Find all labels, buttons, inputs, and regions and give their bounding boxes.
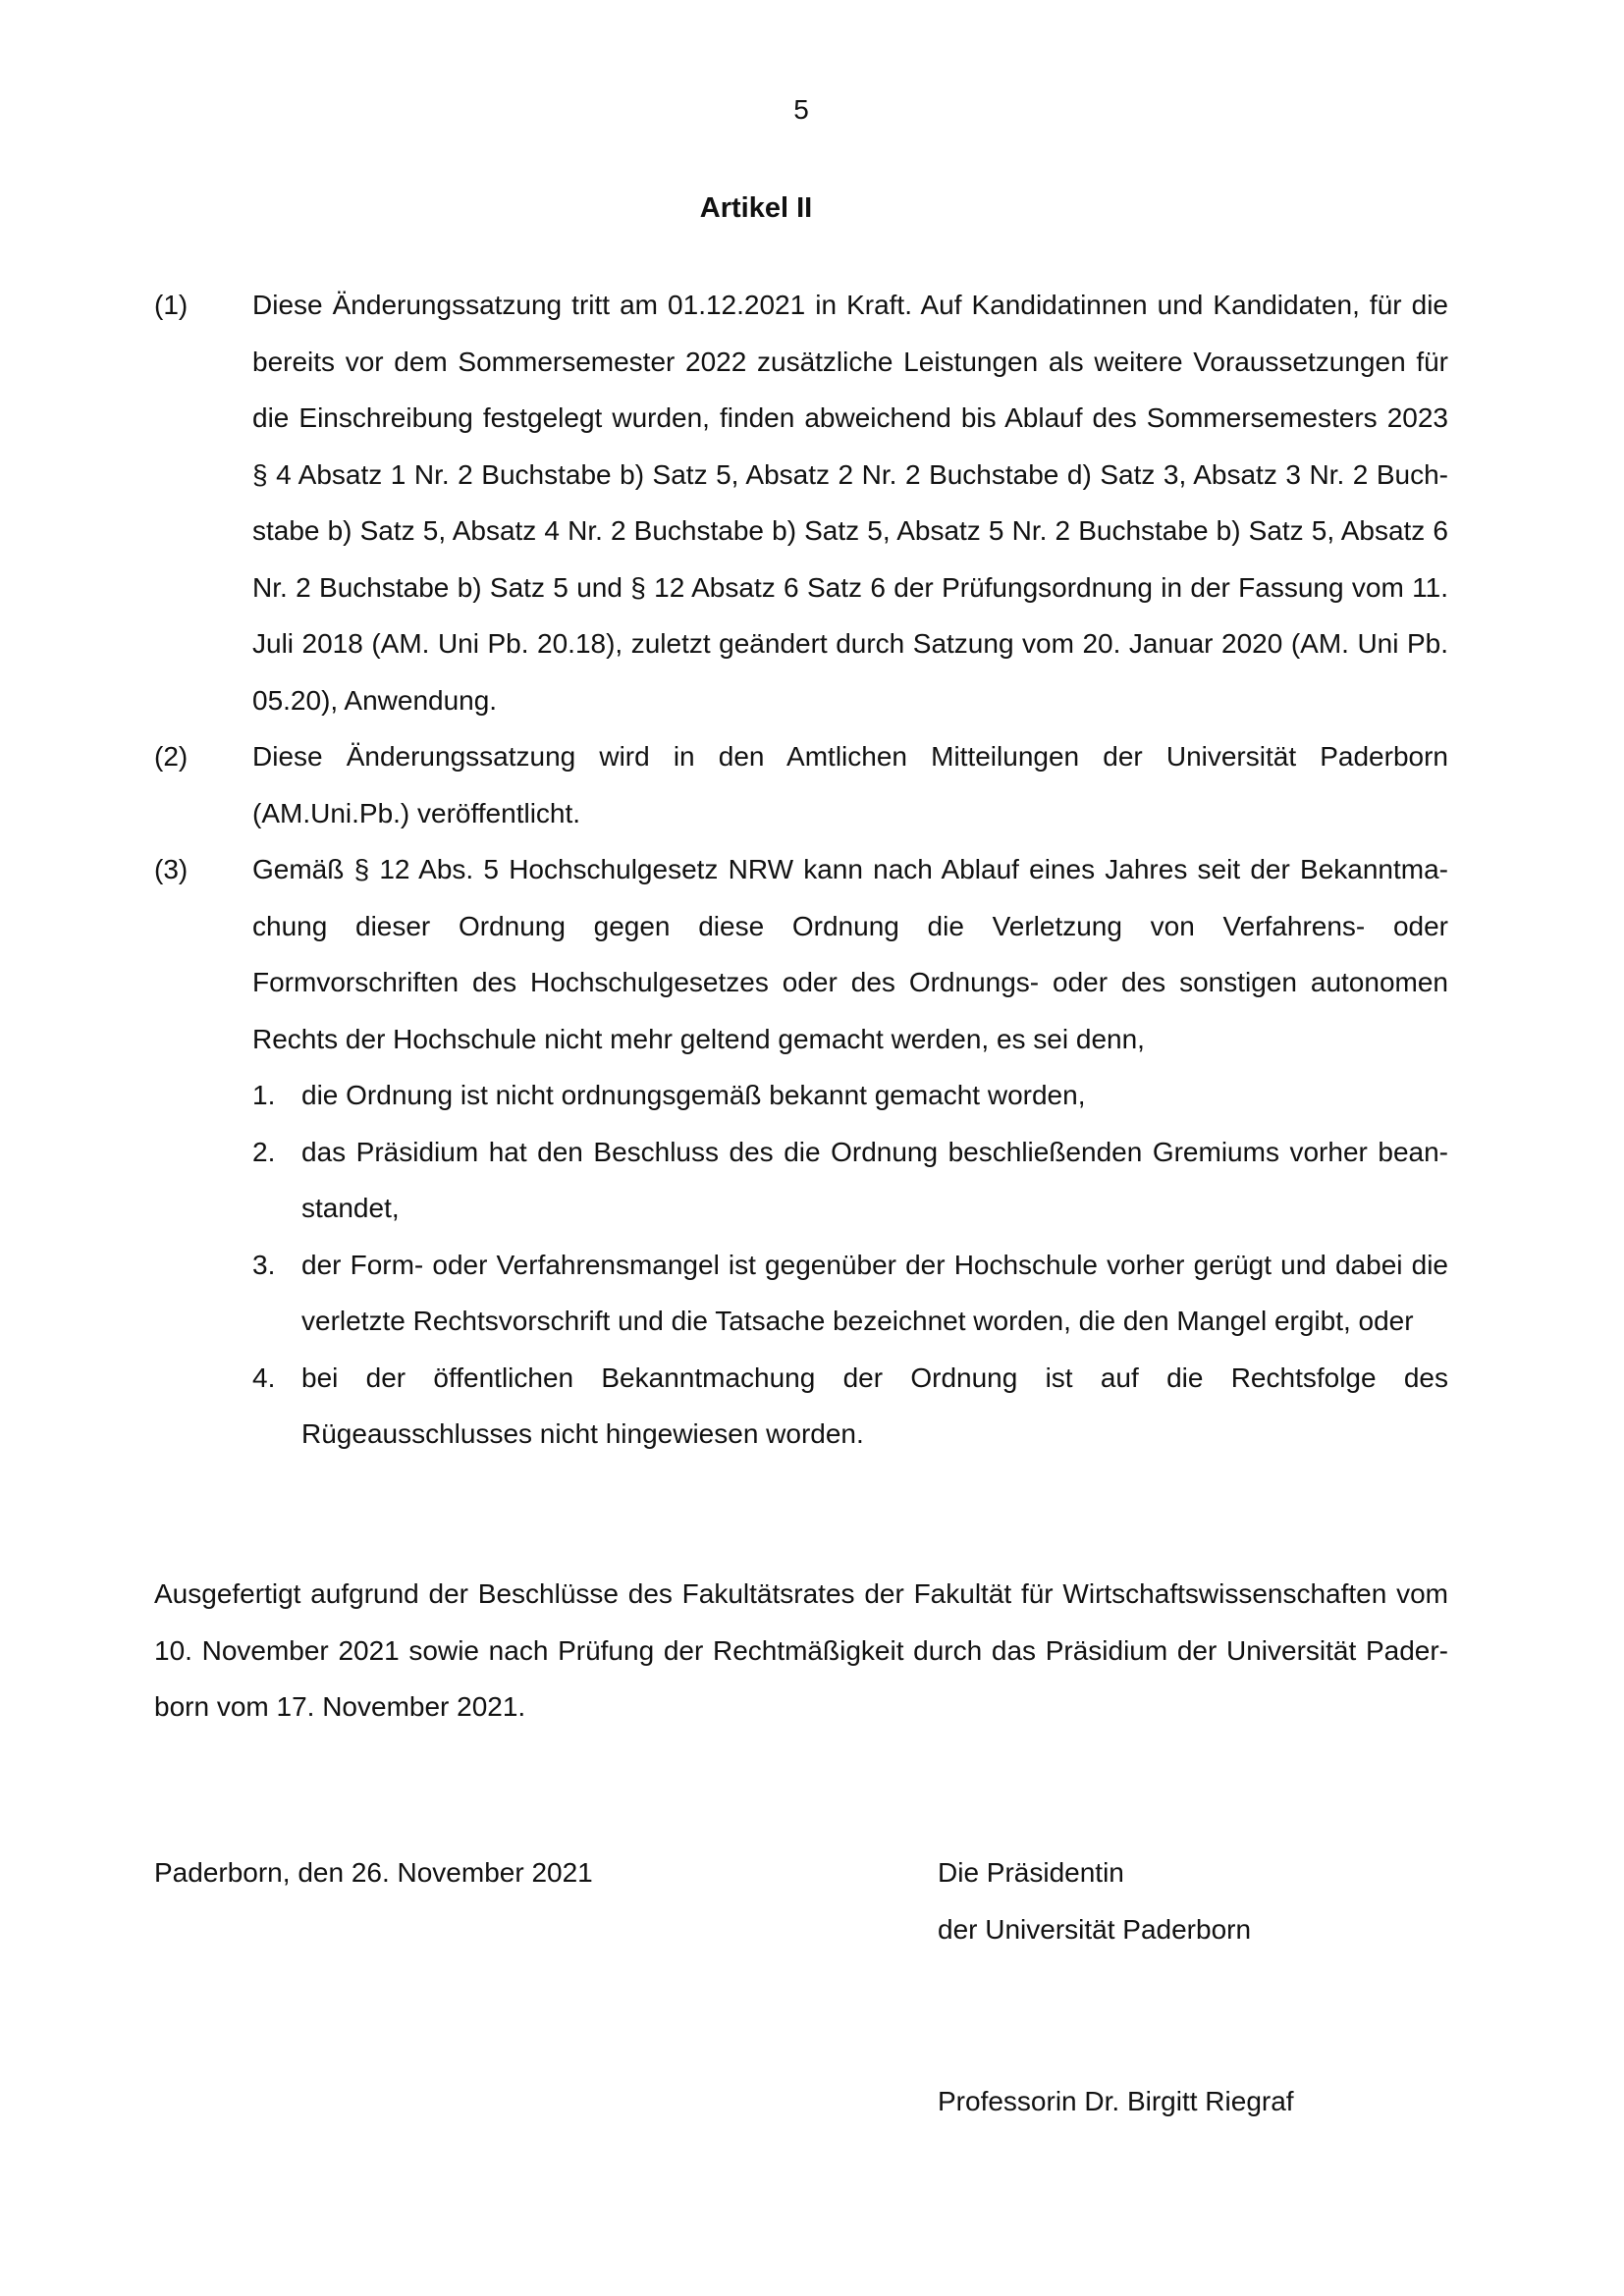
list-item-number: 3.: [252, 1249, 276, 1280]
closing-statement: Ausgefertigt aufgrund der Beschlüsse des Fakultätsrates der Fakultät für Wirtschaftswissenschaften vom 10. November 2021 sowie nach Prüfung der Rechtmäßigkeit durch das Präsidium der Universität Paderborn vom 17. November 2021.: [154, 1578, 1448, 1722]
signatory-block: [938, 1844, 1251, 1957]
list-item-text: der Form- oder Verfahrensmangel ist gegenüber der Hochschule vorher gerügt und dabei die verletzte Rechtsvorschrift und die Tatsache bezeichnet worden, die den Mangel ergibt, oder: [301, 1249, 1448, 1336]
list-item: [252, 1067, 1448, 1124]
article-heading: Artikel II: [699, 192, 813, 224]
signatory-name: Professorin Dr. Birgitt Riegraf: [938, 2086, 1294, 2116]
list-item-text: die Ordnung ist nicht ordnungsgemäß bekannt gemacht worden,: [301, 1080, 1086, 1110]
signatory-institution: der Universität Paderborn: [938, 1913, 1252, 1945]
exception-list: [252, 1067, 1448, 1463]
paragraph-2: [154, 728, 1448, 841]
paragraph-1: [154, 277, 1448, 728]
paragraph-text: Gemäß § 12 Abs. 5 Hochschulgesetz NRW kann nach Ablauf eines Jahres seit der Bekanntmachung dieser Ordnung gegen diese Ordnung die Verletzung von Verfahrens- oder Formvorschriften des Hochschulgesetzes oder des Ordnungs- oder des sonstigen autonomen Rechts der Hochschule nicht mehr geltend gemacht werden, es sei denn,: [252, 854, 1448, 1054]
list-item: [252, 1124, 1448, 1237]
list-item-text: bei der öffentlichen Bekanntmachung der Ordnung ist auf die Rechtsfolge des Rügeausschlusses nicht hingewiesen worden.: [301, 1362, 1448, 1449]
paragraph-number: (2): [154, 741, 189, 772]
paragraph-3: [154, 841, 1448, 1463]
page-number: 5: [793, 94, 809, 125]
paragraph-text: Diese Änderungssatzung tritt am 01.12.2021 in Kraft. Auf Kandidatinnen und Kandidaten, für die bereits vor dem Sommersemester 2022 zusätzliche Leistungen als weitere Voraussetzungen für die Einschreibung festgelegt wurden, finden abweichend bis Ablauf des Sommersemesters 2023 § 4 Absatz 1 Nr. 2 Buchstabe b) Satz 5, Absatz 2 Nr. 2 Buchstabe d) Satz 3, Absatz 3 Nr. 2 Buchstabe b) Satz 5, Absatz 4 Nr. 2 Buchstabe b) Satz 5, Absatz 5 Nr. 2 Buchstabe b) Satz 5, Absatz 6 Nr. 2 Buchstabe b) Satz 5 und § 12 Absatz 6 Satz 6 der Prüfungsordnung in der Fassung vom 11. Juli 2018 (AM. Uni Pb. 20.18), zuletzt geändert durch Satzung vom 20. Januar 2020 (AM. Uni Pb. 05.20), Anwendung.: [252, 290, 1448, 716]
list-item: [252, 1237, 1448, 1350]
signatory-title: Die Präsidentin: [938, 1857, 1124, 1888]
list-item: [252, 1350, 1448, 1463]
list-item-number: 4.: [252, 1362, 276, 1393]
list-item-number: 1.: [252, 1080, 276, 1110]
paragraph-number: (1): [154, 290, 189, 320]
list-item-number: 2.: [252, 1136, 276, 1167]
paragraph-text: Diese Änderungssatzung wird in den Amtlichen Mitteilungen der Universität Paderborn (AM.Uni.Pb.) veröffentlicht.: [252, 741, 1448, 828]
paragraph-number: (3): [154, 854, 189, 884]
place-date: Paderborn, den 26. November 2021: [154, 1857, 593, 1888]
list-item-text: das Präsidium hat den Beschluss des die Ordnung beschließenden Gremiums vorher beanstandet,: [301, 1136, 1448, 1223]
paragraph-list: [154, 277, 1448, 1463]
